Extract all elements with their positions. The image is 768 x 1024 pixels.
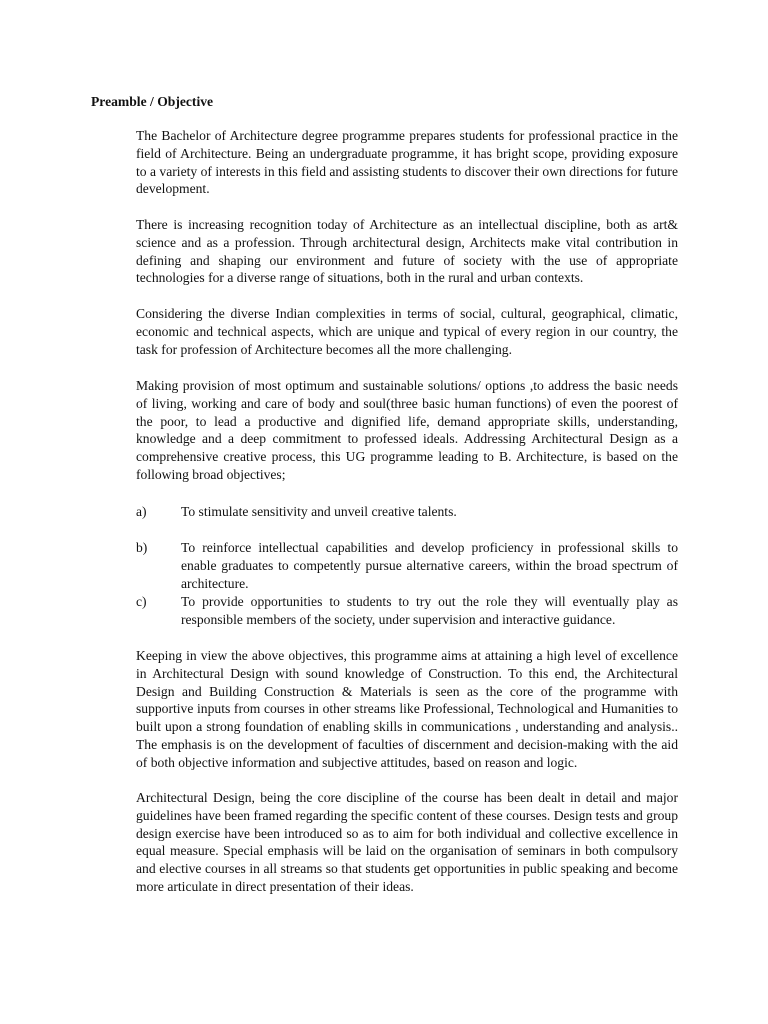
list-item bbox=[136, 539, 678, 595]
list-marker: a) bbox=[136, 504, 147, 519]
paragraph-aims: Keeping in view the above objectives, this programme aims at attaining a high level of excellence in Architectural Design with sound knowledge of Construction. To this end, the Architectural Design and Building Construction & Materials is seen as the core of the programme with supportive inputs from courses in other streams like Professional, Technological and Humanities to built upon a strong foundation of enabling skills in communications , understanding and analysis.. The emphasis is on the development of faculties of discernment and decision-making with the aid of both objective information and subjective attitudes, based on reason and logic. bbox=[136, 648, 678, 770]
list-item bbox=[136, 593, 678, 631]
list-item bbox=[136, 503, 678, 523]
list-text: To provide opportunities to students to try out the role they will eventually play as responsible members of the society, under supervision and interactive guidance. bbox=[181, 594, 678, 627]
paragraph-complexities: Considering the diverse Indian complexities in terms of social, cultural, geographical, climatic, economic and technical aspects, which are unique and typical of every region in our country, the task for profession of Architecture becomes all the more challenging. bbox=[136, 306, 678, 357]
paragraph-design-core: Architectural Design, being the core discipline of the course has been dealt in detail and major guidelines have been framed regarding the specific content of these courses. Design tests and group design exercise have been introduced so as to aim for both individual and collective excellence in equal measure. Special emphasis will be laid on the organisation of seminars in both compulsory and elective courses in all streams so that students get opportunities in public speaking and become more articulate in direct presentation of their ideas. bbox=[136, 790, 678, 894]
paragraph-intro: The Bachelor of Architecture degree programme prepares students for professional practice in the field of Architecture. Being an undergraduate programme, it has bright scope, providing exposure to a variety of interests in this field and assisting students to discover their own directions for future development. bbox=[136, 128, 678, 197]
list-marker: b) bbox=[136, 540, 148, 555]
page-title: Preamble / Objective bbox=[91, 94, 214, 109]
list-text: To reinforce intellectual capabilities and develop proficiency in professional skills to enable graduates to competently pursue alternative careers, within the broad spectrum of architecture. bbox=[181, 540, 678, 591]
paragraph-recognition: There is increasing recognition today of Architecture as an intellectual discipline, both as art& science and as a profession. Through architectural design, Architects make vital contribution in defining and shaping our environment and future of society with the use of appropriate technologies for a diverse range of situations, both in the rural and urban contexts. bbox=[136, 217, 678, 286]
list-marker: c) bbox=[136, 594, 147, 609]
list-text: To stimulate sensitivity and unveil creative talents. bbox=[181, 504, 457, 519]
paragraph-provision: Making provision of most optimum and sustainable solutions/ options ,to address the basic needs of living, working and care of body and soul(three basic human functions) of even the poorest of the poor, to lead a productive and dignified life, demand appropriate skills, understanding, knowledge and a deep commitment to professed ideals. Addressing Architectural Design as a comprehensive creative process, this UG programme leading to B. Architecture, is based on the following broad objectives; bbox=[136, 378, 678, 482]
